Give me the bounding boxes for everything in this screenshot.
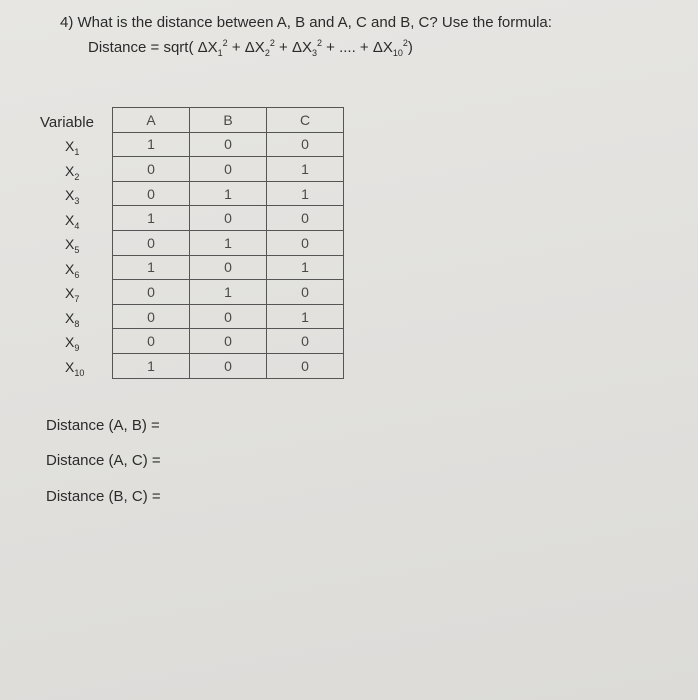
- table-cell: 0: [190, 157, 267, 182]
- table-cell: 0: [267, 353, 344, 378]
- table-row: [113, 181, 344, 206]
- question-line: 4) What is the distance between A, B and A, C and B, C? Use the formula:: [60, 14, 552, 31]
- distance-bc-label: Distance (B, C) =: [46, 488, 161, 505]
- table-row: [113, 353, 344, 378]
- table-row: [113, 157, 344, 182]
- table-row: [113, 280, 344, 305]
- data-table: [112, 107, 344, 379]
- variable-label: $X_8$: [65, 309, 80, 329]
- variable-label: $X_7$: [65, 285, 80, 304]
- table-cell: 0: [267, 329, 344, 354]
- variable-label: $X_9$: [65, 334, 80, 353]
- table-row: [113, 304, 344, 329]
- table-cell: 0: [190, 304, 267, 329]
- variable-label: $X_4$: [65, 211, 80, 231]
- table-cell: 1: [267, 157, 344, 182]
- distance-ac-label: Distance (A, C) =: [46, 452, 161, 469]
- table-cell: 1: [267, 181, 344, 206]
- table-cell: 1: [190, 280, 267, 305]
- table-cell: 0: [190, 206, 267, 231]
- distance-ab-label: Distance (A, B) =: [46, 417, 160, 434]
- table-row: [113, 132, 344, 157]
- table-cell: 1: [267, 304, 344, 329]
- table-cell: 1: [113, 255, 190, 280]
- table-cell: 0: [113, 304, 190, 329]
- table-header-row: [113, 108, 344, 133]
- table-cell: 0: [190, 329, 267, 354]
- variable-label: $X_3$: [65, 187, 80, 206]
- table-cell: 0: [267, 206, 344, 231]
- column-header: A: [113, 108, 190, 133]
- variable-label: $X_1$: [65, 138, 80, 157]
- table-cell: 1: [190, 181, 267, 206]
- variable-header: Variable: [40, 114, 94, 131]
- variable-label: $X_2$: [65, 162, 80, 182]
- table-cell: 0: [113, 280, 190, 305]
- table-cell: 0: [267, 280, 344, 305]
- table-cell: 0: [113, 181, 190, 206]
- table-cell: 0: [113, 230, 190, 255]
- column-header: B: [190, 108, 267, 133]
- variable-label: $X_6$: [65, 260, 80, 280]
- variable-column: [40, 111, 110, 379]
- table-cell: 1: [113, 132, 190, 157]
- table-cell: 1: [113, 206, 190, 231]
- table-cell: 0: [113, 329, 190, 354]
- table-cell: 0: [267, 132, 344, 157]
- table-cell: 0: [190, 353, 267, 378]
- table-cell: 0: [190, 255, 267, 280]
- table-cell: 0: [190, 132, 267, 157]
- table-cell: 0: [113, 157, 190, 182]
- table-row: [113, 255, 344, 280]
- table-cell: 1: [267, 255, 344, 280]
- variable-label: $X_5$: [65, 236, 80, 255]
- formula-line: Distance = sqrt( $\Delta X_1^2 + \Delta X_2^2 + \Delta X_3^2$ + .... + $\Delta X_{10}^2$): [88, 38, 413, 58]
- table-cell: 1: [113, 353, 190, 378]
- table-row: [113, 230, 344, 255]
- table-cell: 0: [267, 230, 344, 255]
- table-cell: 1: [190, 230, 267, 255]
- variable-label: $X_{10}$: [65, 358, 85, 378]
- table-row: [113, 206, 344, 231]
- table-row: [113, 329, 344, 354]
- column-header: C: [267, 108, 344, 133]
